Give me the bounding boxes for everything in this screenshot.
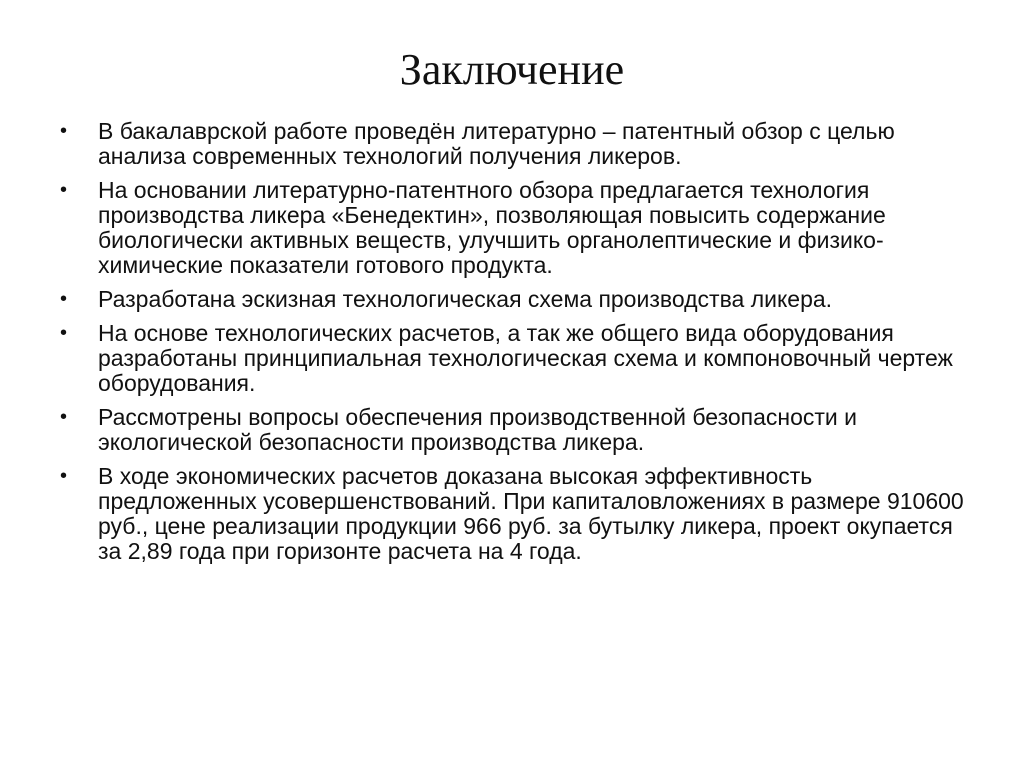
bullet-item xyxy=(60,119,970,169)
bullet-item xyxy=(60,405,970,455)
bullet-dot-icon: • xyxy=(60,179,68,201)
bullet-text: На основании литературно-патентного обзора предлагается технология производства ликера «Бенедектин», позволяющая повысить содержание биологически активных веществ, улучшить органолептические и физико-химические показатели готового продукта. xyxy=(98,177,886,278)
bullet-text: Разработана эскизная технологическая схема производства ликера. xyxy=(98,286,833,312)
bullet-item xyxy=(60,464,970,564)
bullet-list xyxy=(60,119,970,573)
bullet-text: Рассмотрены вопросы обеспечения производственной безопасности и экологической безопасности производства ликера. xyxy=(98,404,858,455)
bullet-dot-icon: • xyxy=(60,288,68,310)
bullet-item xyxy=(60,178,970,278)
bullet-text: В бакалаврской работе проведён литературно – патентный обзор с целью анализа современных технологий получения ликеров. xyxy=(98,118,895,169)
bullet-dot-icon: • xyxy=(60,120,68,142)
bullet-item xyxy=(60,287,970,312)
slide-title: Заключение xyxy=(399,45,625,94)
bullet-dot-icon: • xyxy=(60,465,68,487)
bullet-item xyxy=(60,321,970,396)
bullet-text: На основе технологических расчетов, а так же общего вида оборудования разработаны принципиальная технологическая схема и компоновочный чертеж оборудования. xyxy=(98,320,953,396)
bullet-dot-icon: • xyxy=(60,322,68,344)
bullet-text: В ходе экономических расчетов доказана высокая эффективность предложенных усовершенствований. При капиталовложениях в размере 910600 руб., цене реализации продукции 966 руб. за бутылку ликера, проект окупается за 2,89 года при горизонте расчета на 4 года. xyxy=(98,463,964,564)
bullet-dot-icon: • xyxy=(60,406,68,428)
